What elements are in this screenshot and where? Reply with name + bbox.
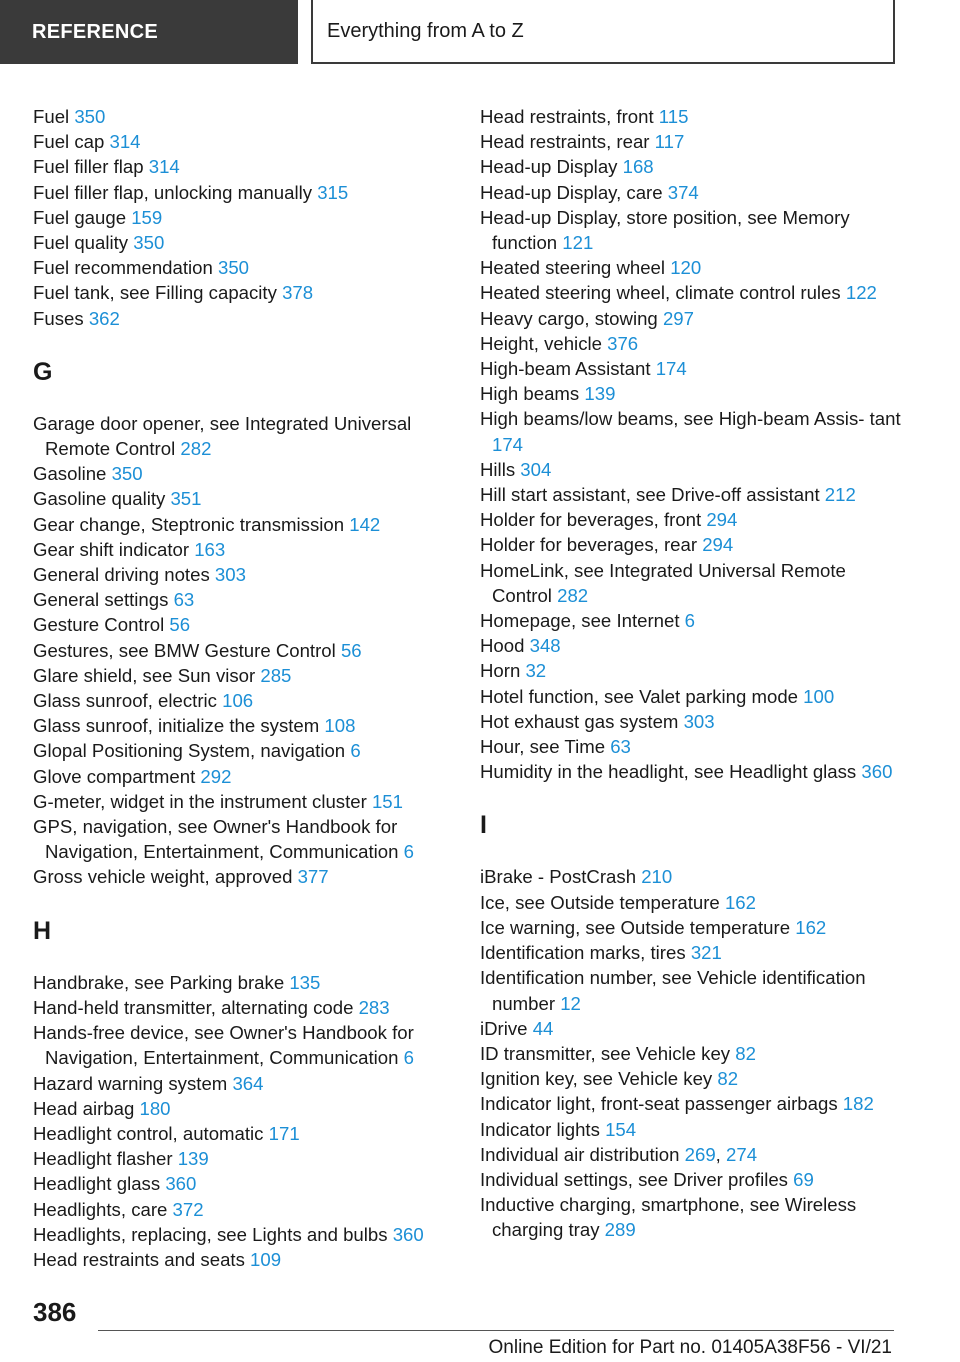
page-reference-link[interactable]: 115 — [658, 106, 689, 127]
page-reference-link[interactable]: 314 — [148, 156, 180, 178]
index-entry-text: Heavy cargo, stowing — [480, 307, 663, 329]
index-entry-text: Head airbag — [33, 1097, 140, 1119]
index-entry — [480, 1066, 910, 1091]
index-entry — [33, 587, 448, 612]
index-entry — [33, 789, 448, 814]
page-reference-link[interactable]: 32 — [525, 660, 547, 682]
page-reference-link[interactable]: 100 — [803, 685, 835, 707]
page-reference-link[interactable]: 274 — [726, 1143, 758, 1165]
page-reference-link[interactable]: 350 — [111, 463, 143, 485]
index-entry — [33, 1096, 448, 1121]
index-entry-text: G-meter, widget in the instrument cluster — [33, 790, 372, 812]
index-entry-text: Head restraints, rear — [480, 131, 655, 153]
page-reference-link[interactable]: 282 — [180, 438, 212, 460]
index-entry-text: Indicator light, front-seat passenger airbags — [480, 1093, 843, 1115]
page-reference-link[interactable]: 321 — [690, 942, 722, 964]
index-entry — [33, 486, 448, 511]
index-entry — [480, 1041, 910, 1066]
page-reference-link[interactable]: 294 — [702, 534, 734, 556]
index-entry — [33, 1222, 448, 1247]
index-entry-text: Glove compartment — [33, 765, 201, 787]
index-entry — [33, 1247, 448, 1272]
index-entry — [480, 457, 910, 482]
page-reference-link[interactable]: 304 — [520, 458, 552, 480]
index-entry-text: Gestures, see BMW Gesture Control — [33, 639, 341, 661]
index-entry-text: Fuses — [33, 307, 89, 329]
page-reference-link[interactable]: 292 — [200, 765, 232, 787]
index-entry-text: Heated steering wheel, climate control rules — [480, 282, 846, 304]
index-entry-text: Gesture Control — [33, 614, 170, 636]
page-reference-link[interactable]: 364 — [232, 1072, 264, 1094]
index-entry — [480, 965, 910, 1015]
page-reference-link[interactable]: 297 — [662, 307, 694, 329]
index-entry — [480, 864, 910, 889]
index-entry-text: Head restraints and seats — [33, 1248, 251, 1270]
index-entry-text: Headlight flasher — [33, 1148, 178, 1170]
index-entry-text: High beams — [480, 383, 585, 405]
index-column-right — [480, 104, 910, 1243]
page-reference-link[interactable]: 82 — [717, 1068, 739, 1090]
index-entry — [480, 205, 910, 255]
index-entry-text: Headlights, care — [33, 1198, 173, 1220]
index-entry-text: Hill start assistant, see Drive-off assistant — [480, 484, 825, 506]
index-entry — [480, 381, 910, 406]
footer-divider — [98, 1330, 894, 1331]
index-entry — [33, 280, 448, 305]
index-entry — [33, 255, 448, 280]
index-entry-text: Hot exhaust gas system — [480, 710, 684, 732]
page-reference-link[interactable]: 289 — [604, 1219, 636, 1241]
index-entry-text: Homepage, see Internet — [480, 610, 685, 632]
section-tab — [0, 0, 298, 64]
page-number: 386 — [33, 1297, 77, 1327]
index-entry-text: General settings — [33, 589, 174, 611]
page-reference-link[interactable]: 56 — [169, 614, 191, 636]
index-entry — [480, 180, 910, 205]
index-entry — [480, 558, 910, 608]
page-reference-link[interactable]: 285 — [260, 664, 292, 686]
index-entry — [33, 180, 448, 205]
index-entry-text: Hour, see Time — [480, 736, 611, 758]
page-reference-link[interactable]: 69 — [793, 1168, 814, 1190]
index-entry — [33, 970, 448, 995]
index-entry-text: Handbrake, see Parking brake — [33, 971, 290, 993]
index-entry — [480, 280, 910, 305]
index-entry — [33, 512, 448, 537]
index-entry-text: Gear shift indicator — [33, 538, 195, 560]
page-reference-link[interactable]: 212 — [824, 484, 856, 506]
index-entry — [33, 1071, 448, 1096]
index-entry-text: High-beam Assistant — [480, 358, 656, 380]
index-entry — [33, 1197, 448, 1222]
index-entry — [33, 713, 448, 738]
index-entry — [33, 562, 448, 587]
page-reference-link[interactable]: 348 — [529, 635, 561, 657]
index-letter-heading: G — [33, 357, 53, 386]
index-entry: Individual air distribution 269, 274 — [480, 1143, 758, 1165]
index-entry-text: Indicator lights — [480, 1118, 606, 1140]
index-entry-text: ID transmitter, see Vehicle key — [480, 1042, 736, 1064]
index-entry — [33, 995, 448, 1020]
index-entry — [33, 1146, 448, 1171]
page-reference-link[interactable]: 44 — [532, 1017, 554, 1039]
index-entry — [480, 759, 910, 784]
page-reference-link[interactable]: 303 — [683, 710, 715, 732]
page-reference-link[interactable]: 135 — [289, 971, 321, 993]
index-entry — [480, 406, 910, 456]
index-entry-text: Garage door opener, see Integrated Universal Remote Control — [33, 412, 412, 460]
chapter-header — [311, 0, 895, 64]
index-entry — [480, 255, 910, 280]
index-entry-text: High beams/low beams, see High-beam Assis‐ tant — [480, 408, 901, 430]
page-reference-link[interactable]: 377 — [297, 866, 329, 888]
page-reference-link[interactable]: 151 — [371, 790, 403, 812]
index-entry-text: Glass sunroof, electric — [33, 690, 223, 712]
index-entry-text: Gear change, Steptronic transmission — [33, 513, 350, 535]
index-entry-text: Glass sunroof, initialize the system — [33, 715, 325, 737]
section-label: REFERENCE — [32, 20, 159, 43]
index-entry — [480, 331, 910, 356]
index-entry — [480, 129, 910, 154]
index-entry-text: Head-up Display, store position, see Memory function — [480, 206, 850, 254]
index-entry — [480, 1091, 910, 1116]
index-entry-text: Horn — [480, 660, 526, 682]
index-entry — [33, 461, 448, 486]
index-entry — [33, 537, 448, 562]
page-reference-link[interactable]: 174 — [655, 358, 687, 380]
page-reference-link[interactable]: 360 — [165, 1173, 197, 1195]
page-reference-link[interactable]: 362 — [88, 307, 120, 329]
index-entry-text: Ice warning, see Outside temperature — [480, 916, 796, 938]
page-reference-link[interactable]: 210 — [641, 866, 673, 888]
page-reference-link[interactable]: 376 — [607, 332, 639, 354]
index-entry — [480, 104, 910, 129]
page-reference-link[interactable]: 6 — [403, 1047, 414, 1069]
page-reference-link[interactable]: 117 — [654, 131, 685, 153]
page-reference-link[interactable]: 139 — [177, 1148, 209, 1170]
index-entry-text: Fuel tank, see Filling capacity — [33, 282, 283, 304]
index-entry — [480, 356, 910, 381]
page-reference-link[interactable]: 6 — [684, 610, 696, 632]
index-entry — [480, 890, 910, 915]
page-reference-link[interactable]: 162 — [795, 916, 827, 938]
index-entry — [33, 205, 448, 230]
page-reference-link[interactable]: 350 — [218, 257, 250, 279]
page-reference-link[interactable]: 378 — [282, 282, 314, 304]
index-entry — [480, 915, 910, 940]
index-entry — [33, 612, 448, 637]
index-entry-text: iDrive — [480, 1017, 533, 1039]
index-entry — [33, 864, 448, 889]
index-entry — [480, 684, 910, 709]
index-entry — [480, 507, 910, 532]
page-reference-link[interactable]: 294 — [706, 509, 738, 531]
index-entry-text: Holder for beverages, rear — [480, 534, 703, 556]
index-entry — [480, 306, 910, 331]
page-reference-link[interactable]: 120 — [670, 257, 702, 279]
index-entry — [33, 764, 448, 789]
index-entry-text: Fuel quality — [33, 232, 134, 254]
index-entry-text: Fuel filler flap — [33, 156, 149, 178]
index-entry-text: Head-up Display — [480, 156, 623, 178]
index-entry-text: GPS, navigation, see Owner's Handbook for Navigation, Entertainment, Communication — [33, 816, 404, 863]
index-entry-text: Head restraints, front — [480, 106, 659, 127]
page-reference-link[interactable]: 350 — [74, 106, 106, 127]
page-reference-link[interactable]: 171 — [268, 1122, 300, 1144]
page-reference-link[interactable]: 142 — [349, 513, 381, 535]
index-entry-text: Hills — [480, 458, 521, 480]
page-reference-link[interactable]: 63 — [173, 589, 195, 611]
page-reference-link[interactable]: 121 — [562, 232, 594, 254]
page-reference-link[interactable]: 6 — [350, 740, 361, 762]
index-entry-text: Headlight control, automatic — [33, 1122, 269, 1144]
page-reference-link[interactable]: 12 — [560, 992, 581, 1014]
index-entry-text: Holder for beverages, front — [480, 509, 707, 531]
index-entry — [480, 532, 910, 557]
index-entry-text: Headlights, replacing, see Lights and bulbs — [33, 1223, 393, 1245]
page-reference-link[interactable]: 314 — [109, 131, 141, 153]
index-entry-text: Identification number, see Vehicle identification number — [480, 967, 866, 1014]
page-reference-link[interactable]: 174 — [492, 433, 524, 455]
index-entry — [480, 482, 910, 507]
index-entry — [33, 1121, 448, 1146]
index-entry-text: Ice, see Outside temperature — [480, 891, 725, 913]
index-entry-text: Hands-free device, see Owner's Handbook for Navigation, Entertainment, Communication — [33, 1022, 414, 1069]
index-entry — [33, 1171, 448, 1196]
page-reference-link[interactable]: 374 — [667, 181, 699, 203]
index-entry-text: Fuel gauge — [33, 206, 132, 228]
index-entry — [480, 1192, 910, 1242]
page-reference-link[interactable]: 168 — [622, 156, 654, 178]
page-reference-link[interactable]: 56 — [340, 639, 362, 661]
page-reference-link[interactable]: 63 — [610, 736, 631, 758]
chapter-title: Everything from A to Z — [327, 19, 524, 42]
page-reference-link[interactable]: 360 — [392, 1223, 424, 1245]
index-entry-text: Gasoline quality — [33, 488, 171, 510]
page-reference-link[interactable]: 108 — [324, 715, 356, 737]
index-entry-text: Ignition key, see Vehicle key — [480, 1068, 718, 1090]
page-reference-link[interactable]: 282 — [557, 584, 589, 606]
page-reference-link[interactable]: 351 — [170, 488, 202, 510]
page-reference-link[interactable]: 372 — [172, 1198, 204, 1220]
index-entry — [33, 129, 448, 154]
index-entry — [480, 1167, 910, 1192]
index-entry-text: Individual air distribution — [480, 1143, 685, 1165]
index-entry-text: Glopal Positioning System, navigation — [33, 740, 351, 762]
page-reference-link[interactable]: 303 — [214, 564, 246, 586]
index-entry-text: Inductive charging, smartphone, see Wireless charging tray — [480, 1194, 857, 1241]
page-reference-link[interactable]: 109 — [250, 1248, 282, 1270]
index-entry — [480, 940, 910, 965]
index-entry-text: iBrake - PostCrash — [480, 866, 642, 888]
footer-edition: Online Edition for Part no. 01405A38F56 - VI/21 — [488, 1337, 892, 1358]
index-entry-text: Fuel recommendation — [33, 257, 218, 279]
index-entry-text: Hazard warning system — [33, 1072, 233, 1094]
page-reference-link[interactable]: 360 — [861, 761, 893, 783]
index-entry — [33, 1020, 448, 1070]
index-entry — [33, 411, 448, 461]
index-letter-heading: I — [480, 811, 487, 840]
page-reference-link[interactable]: 269 — [684, 1143, 716, 1165]
index-entry-text: Heated steering wheel — [480, 257, 671, 279]
index-entry-text: Hood — [480, 635, 530, 657]
page-reference-link[interactable]: 163 — [194, 538, 226, 560]
index-entry — [480, 734, 910, 759]
index-column-left — [33, 104, 448, 1272]
index-entry — [33, 230, 448, 255]
index-entry — [33, 688, 448, 713]
page-reference-link[interactable]: 139 — [584, 383, 616, 405]
page-reference-link[interactable]: 82 — [735, 1042, 756, 1064]
index-entry-text: Hotel function, see Valet parking mode — [480, 685, 804, 707]
page-reference-link[interactable]: 315 — [317, 181, 349, 203]
index-entry — [480, 633, 910, 658]
index-entry-text: Fuel — [33, 106, 75, 127]
index-entry-text: Individual settings, see Driver profiles — [480, 1168, 794, 1190]
index-entry-text: Gross vehicle weight, approved — [33, 866, 298, 888]
page-reference-link[interactable]: 106 — [222, 690, 254, 712]
index-letter-heading: H — [33, 916, 52, 945]
index-entry — [33, 104, 448, 129]
index-entry-text: Gasoline — [33, 463, 112, 485]
index-entry-text: Identification marks, tires — [480, 942, 691, 964]
index-entry-text: Fuel filler flap, unlocking manually — [33, 181, 318, 203]
index-entry — [480, 1016, 910, 1041]
index-entry-text: Headlight glass — [33, 1173, 166, 1195]
index-entry — [480, 608, 910, 633]
page-reference-link[interactable]: 182 — [842, 1093, 874, 1115]
index-entry-text: Glare shield, see Sun visor — [33, 664, 261, 686]
page-reference-link[interactable]: 180 — [139, 1097, 171, 1119]
index-entry — [33, 814, 448, 864]
page-reference-link[interactable]: 350 — [133, 232, 165, 254]
index-entry — [33, 306, 448, 331]
index-entry — [480, 1117, 910, 1142]
index-entry-text: HomeLink, see Integrated Universal Remote Control — [480, 559, 846, 606]
index-entry-text: Fuel cap — [33, 131, 110, 153]
index-entry-text: Hand-held transmitter, alternating code — [33, 996, 359, 1018]
page-reference-link[interactable]: 159 — [131, 206, 163, 228]
index-entry-text: General driving notes — [33, 564, 215, 586]
index-entry — [480, 154, 910, 179]
index-entry-text: Humidity in the headlight, see Headlight glass — [480, 761, 862, 783]
index-entry — [33, 154, 448, 179]
page-reference-link[interactable]: 122 — [845, 282, 877, 304]
index-entry — [480, 709, 910, 734]
index-entry — [480, 658, 910, 683]
page-reference-link[interactable]: 154 — [605, 1118, 637, 1140]
index-entry — [33, 738, 448, 763]
page-reference-link[interactable]: 6 — [403, 841, 414, 863]
index-entry — [33, 663, 448, 688]
page-reference-link[interactable]: 162 — [724, 891, 756, 913]
page-reference-link[interactable]: 283 — [358, 996, 390, 1018]
index-entry — [33, 638, 448, 663]
index-entry-text: Head-up Display, care — [480, 181, 668, 203]
index-entry-text: Height, vehicle — [480, 332, 608, 354]
